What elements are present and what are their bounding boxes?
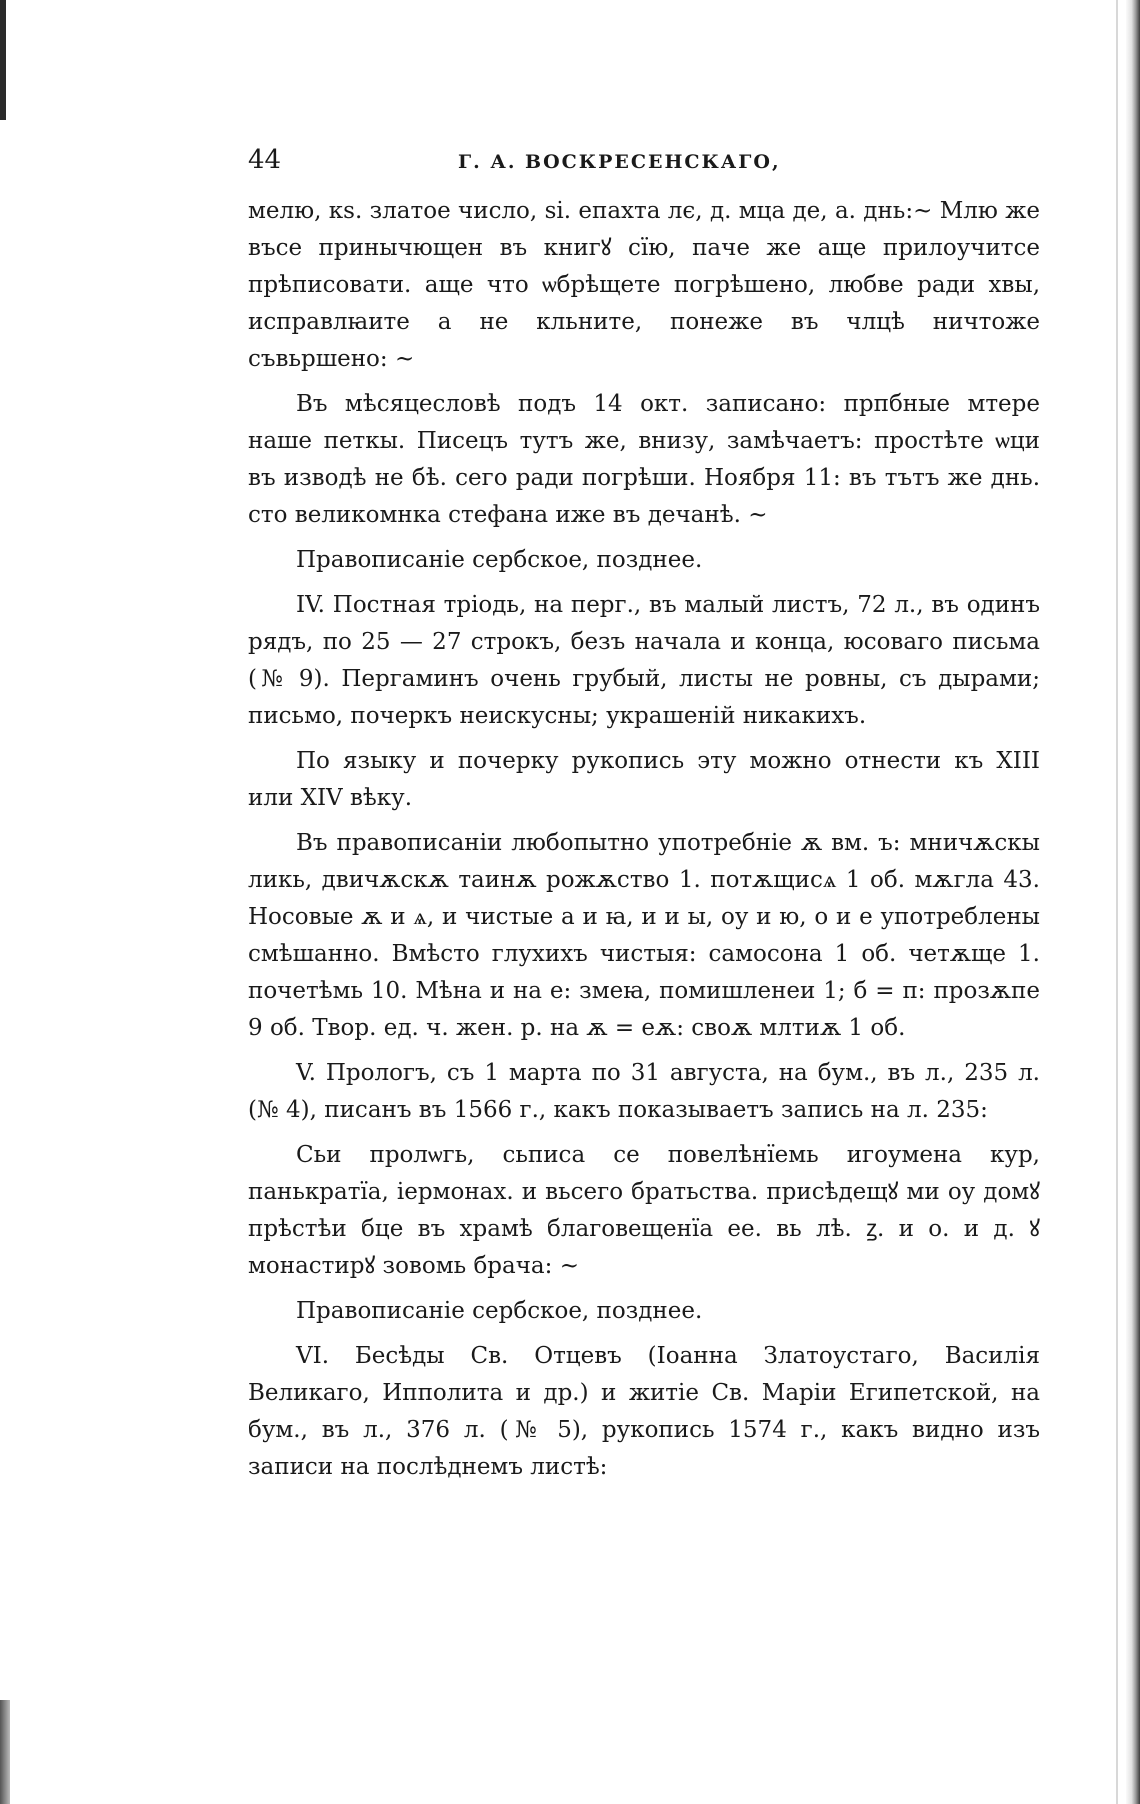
binding-shadow-top bbox=[0, 0, 6, 120]
paragraph-orthography-1: Правописанiе сербское, позднее. bbox=[296, 547, 703, 573]
paragraph-menologion: Въ мѣсяцесловѣ подъ 14 окт. записано: прпбные мтере наше петкы. Писецъ тутъ же, внизу, замѣчаетъ: простѣте ѡци въ изводѣ не бѣ. сего ради погрѣши. Ноября 11: въ тътъ же днь. сто великомнка стефана иже въ дечанѣ. ~ bbox=[248, 391, 1040, 528]
paragraph-section-iv: IV. Постная трiодь, на перг., въ малый листъ, 72 л., въ одинъ рядъ, по 25 — 27 строкъ, безъ начала и конца, юсоваго письма (№ 9). Пергаминъ очень грубый, листы не ровны, съ дырами; письмо, почеркъ неискусны; украшенiй никакихъ. bbox=[248, 592, 1040, 729]
paragraph-orthography-2: Правописанiе сербское, позднее. bbox=[296, 1298, 703, 1324]
page-number: 44 bbox=[248, 145, 282, 175]
running-head: Г. А. ВОСКРЕСЕНСКАГО, bbox=[458, 151, 781, 173]
page-edge-shadow bbox=[1126, 0, 1140, 1804]
paragraph-section-vi: VI. Бесѣды Св. Отцевъ (Iоанна Златоустаго, Василiя Великаго, Ипполита и др.) и житiе Св. Марiи Египетской, на бум., въ л., 376 л. (№ 5), рукопись 1574 г., какъ видно изъ записи на послѣднемъ листѣ: bbox=[248, 1343, 1040, 1480]
page-edge-line bbox=[1116, 0, 1118, 1804]
page-body bbox=[248, 145, 1040, 1494]
page-header bbox=[248, 145, 1040, 193]
paragraph-colophon-2: Сьи пролѡгь, сьписа се повелѣнїемь игоумена кур, панькратїа, iермонах. и вьсего братьства. присѣдещꙋ ми оу домꙋ прѣстѣи бце въ храмѣ благовещенїа ее. вь лѣ. ꙁ. и о. и д. ꙋ монастирꙋ зовомь брача: ~ bbox=[248, 1142, 1040, 1279]
paragraph-section-v: V. Прологъ, съ 1 марта по 31 августа, на бум., въ л., 235 л. (№ 4), писанъ въ 1566 г., какъ показываетъ запись на л. 235: bbox=[248, 1060, 1040, 1123]
paragraph-colophon-1: мелю, кѕ. златое число, ѕі. епахта лє, д. мца де, а. днь:~ Млю же въсе принычющен въ книгꙋ сїю, паче же аще прилоучитсе прѣписовати. аще что ѡбрѣщете погрѣшено, любве ради хвы, исправлꙗите а не кльните, понеже въ члцѣ ничтоже съвьршено: ~ bbox=[248, 198, 1040, 372]
paragraph-orthography-detail: Въ правописанiи любопытно употребнiе ѫ вм. ъ: мничѫскы ликь, двичѫскѫ таинѫ рожѫство 1. потѫщисѧ 1 об. мѫгла 43. Носовые ѫ и ѧ, и чистые а и ꙗ, и и ы, оу и ю, о и е употреблены смѣшанно. Вмѣсто глухихъ чистыя: самосона 1 об. четѫще 1. почетѣмь 10. Мѣна и на е: змеꙗ, помишленеи 1; б = п: прозѫпе 9 об. Твор. ед. ч. жен. р. на ѫ = еѫ: своѫ млтиѫ 1 об. bbox=[248, 830, 1040, 1041]
paragraph-dating: По языку и почерку рукопись эту можно отнести къ XIII или XIV вѣку. bbox=[248, 748, 1040, 811]
binding-shadow-bottom bbox=[0, 1700, 10, 1804]
